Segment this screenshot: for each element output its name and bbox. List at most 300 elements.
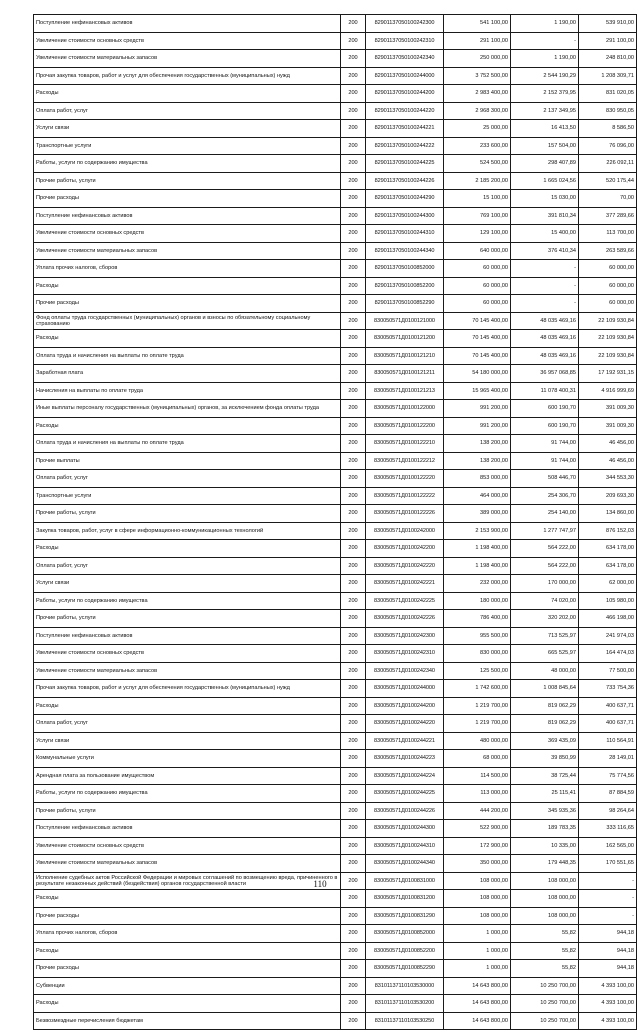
row-approved-cell: 172 900,00 [444,837,511,855]
row-kbk-cell: 830050571Д0100244300 [366,820,444,838]
row-code-cell: 200 [341,120,366,138]
row-kbk-cell: 830050571Д0100244221 [366,732,444,750]
row-executed-cell: 298 407,89 [511,155,579,173]
row-code-cell: 200 [341,942,366,960]
row-code-cell: 200 [341,1012,366,1030]
row-name-cell: Уплата прочих налогов, сборов [34,925,341,943]
row-executed-cell: 55,82 [511,942,579,960]
row-kbk-cell: 83101137110103530200 [366,995,444,1013]
row-name-cell: Прочая закупка товаров, работ и услуг для обеспечения государственных (муниципальных) нужд [34,67,341,85]
row-executed-cell: - [511,277,579,295]
row-approved-cell: 15 965 400,00 [444,382,511,400]
row-name-cell: Оплата труда и начисления на выплаты по оплате труда [34,347,341,365]
table-row [34,680,637,698]
row-name-cell: Расходы [34,995,341,1013]
row-remainder-cell: 391 009,30 [579,400,637,418]
row-kbk-cell: 830050571Д0100242221 [366,575,444,593]
row-name-cell: Прочие расходы [34,295,341,313]
row-remainder-cell: 400 637,71 [579,715,637,733]
row-code-cell: 200 [341,190,366,208]
table-row [34,925,637,943]
row-approved-cell: 14 643 800,00 [444,995,511,1013]
row-remainder-cell: 170 551,65 [579,855,637,873]
row-name-cell: Транспортные услуги [34,137,341,155]
row-approved-cell: 14 643 800,00 [444,977,511,995]
row-remainder-cell: 377 289,66 [579,207,637,225]
row-name-cell: Оплата труда и начисления на выплаты по оплате труда [34,435,341,453]
row-kbk-cell: 82901137050100244225 [366,155,444,173]
row-executed-cell: 48 035 469,16 [511,312,579,330]
row-remainder-cell: 75 774,56 [579,767,637,785]
table-row [34,400,637,418]
table-row [34,627,637,645]
row-approved-cell: 70 145 400,00 [444,347,511,365]
table-row [34,172,637,190]
row-approved-cell: 15 100,00 [444,190,511,208]
table-row [34,942,637,960]
row-remainder-cell: 944,18 [579,942,637,960]
row-executed-cell: 10 250 700,00 [511,977,579,995]
row-remainder-cell: 28 149,01 [579,750,637,768]
row-executed-cell: 108 000,00 [511,890,579,908]
row-approved-cell: 1 219 700,00 [444,697,511,715]
row-executed-cell: 10 250 700,00 [511,1012,579,1030]
row-name-cell: Расходы [34,540,341,558]
row-remainder-cell: 634 178,00 [579,557,637,575]
row-kbk-cell: 830050571Д0100244220 [366,715,444,733]
row-kbk-cell: 830050571Д0100244223 [366,750,444,768]
row-remainder-cell: - [579,907,637,925]
row-name-cell: Увеличение стоимости основных средств [34,225,341,243]
row-executed-cell: 564 222,00 [511,557,579,575]
row-approved-cell: 830 000,00 [444,645,511,663]
row-name-cell: Расходы [34,277,341,295]
table-row [34,855,637,873]
row-executed-cell: 369 435,09 [511,732,579,750]
row-executed-cell: 665 525,97 [511,645,579,663]
row-kbk-cell: 82901137050100244000 [366,67,444,85]
row-kbk-cell: 830050571Д0100244226 [366,802,444,820]
table-row [34,592,637,610]
row-executed-cell: 600 190,70 [511,417,579,435]
row-approved-cell: 180 000,00 [444,592,511,610]
row-remainder-cell: 22 109 930,84 [579,347,637,365]
row-name-cell: Прочие расходы [34,960,341,978]
row-executed-cell: 15 030,00 [511,190,579,208]
table-row [34,505,637,523]
row-kbk-cell: 82901137050100244290 [366,190,444,208]
table-row [34,662,637,680]
row-remainder-cell: 60 000,00 [579,277,637,295]
row-name-cell: Услуги связи [34,120,341,138]
table-row [34,995,637,1013]
row-code-cell: 200 [341,225,366,243]
row-remainder-cell: 830 950,05 [579,102,637,120]
row-kbk-cell: 82901137050100852200 [366,277,444,295]
row-kbk-cell: 830050571Д0100121200 [366,330,444,348]
row-approved-cell: 54 180 000,00 [444,365,511,383]
row-name-cell: Увеличение стоимости основных средств [34,32,341,50]
row-name-cell: Расходы [34,890,341,908]
row-name-cell: Транспортные услуги [34,487,341,505]
row-remainder-cell: 4 393 100,00 [579,995,637,1013]
row-approved-cell: 68 000,00 [444,750,511,768]
row-kbk-cell: 830050571Д0100122212 [366,452,444,470]
row-remainder-cell: 4 393 100,00 [579,1012,637,1030]
row-code-cell: 200 [341,907,366,925]
row-executed-cell: 819 062,29 [511,715,579,733]
row-code-cell: 200 [341,32,366,50]
row-name-cell: Работы, услуги по содержанию имущества [34,155,341,173]
row-name-cell: Расходы [34,942,341,960]
row-name-cell: Расходы [34,697,341,715]
row-executed-cell: 38 725,44 [511,767,579,785]
row-code-cell: 200 [341,102,366,120]
table-row [34,242,637,260]
row-name-cell: Коммунальные услуги [34,750,341,768]
row-code-cell: 200 [341,400,366,418]
row-approved-cell: 480 000,00 [444,732,511,750]
table-row [34,155,637,173]
row-executed-cell: 74 020,00 [511,592,579,610]
table-row [34,802,637,820]
row-code-cell: 200 [341,960,366,978]
table-row [34,820,637,838]
row-remainder-cell: 391 009,30 [579,417,637,435]
row-remainder-cell: 76 096,00 [579,137,637,155]
row-code-cell: 200 [341,435,366,453]
row-code-cell: 200 [341,802,366,820]
row-executed-cell: 91 744,00 [511,452,579,470]
row-code-cell: 200 [341,312,366,330]
row-kbk-cell: 82901137050100244310 [366,225,444,243]
row-name-cell: Поступление нефинансовых активов [34,207,341,225]
row-executed-cell: 91 744,00 [511,435,579,453]
row-code-cell: 200 [341,295,366,313]
row-executed-cell: 179 448,35 [511,855,579,873]
row-approved-cell: 350 000,00 [444,855,511,873]
row-remainder-cell: 105 980,00 [579,592,637,610]
row-code-cell: 200 [341,925,366,943]
row-name-cell: Фонд оплаты труда государственных (муниципальных) органов и взносы по обязательному социальному страхованию [34,312,341,330]
row-approved-cell: 991 200,00 [444,417,511,435]
row-code-cell: 200 [341,347,366,365]
row-executed-cell: 36 957 068,85 [511,365,579,383]
row-remainder-cell: 60 000,00 [579,260,637,278]
row-name-cell: Оплата работ, услуг [34,557,341,575]
row-approved-cell: 1 198 400,00 [444,557,511,575]
row-code-cell: 200 [341,172,366,190]
row-code-cell: 200 [341,785,366,803]
table-row [34,102,637,120]
table-row [34,190,637,208]
row-approved-cell: 640 000,00 [444,242,511,260]
row-remainder-cell: 333 116,65 [579,820,637,838]
row-code-cell: 200 [341,330,366,348]
table-row [34,557,637,575]
row-code-cell: 200 [341,697,366,715]
row-kbk-cell: 830050571Д0100122210 [366,435,444,453]
row-remainder-cell: - [579,890,637,908]
row-approved-cell: 1 000,00 [444,960,511,978]
row-code-cell: 200 [341,67,366,85]
row-code-cell: 200 [341,855,366,873]
row-kbk-cell: 82901137050100244222 [366,137,444,155]
row-remainder-cell: 46 456,00 [579,435,637,453]
table-body [34,15,637,1030]
row-kbk-cell: 82901137050100244300 [366,207,444,225]
row-executed-cell: 508 446,70 [511,470,579,488]
row-name-cell: Увеличение стоимости материальных запасов [34,855,341,873]
row-name-cell: Увеличение стоимости материальных запасов [34,242,341,260]
row-code-cell: 200 [341,610,366,628]
table-row [34,225,637,243]
row-code-cell: 200 [341,50,366,68]
row-approved-cell: 955 500,00 [444,627,511,645]
row-approved-cell: 853 000,00 [444,470,511,488]
row-name-cell: Прочие работы, услуги [34,610,341,628]
row-name-cell: Прочие расходы [34,190,341,208]
row-kbk-cell: 82901137050100242300 [366,15,444,33]
row-name-cell: Уплата прочих налогов, сборов [34,260,341,278]
row-approved-cell: 60 000,00 [444,260,511,278]
row-kbk-cell: 82901137050100852000 [366,260,444,278]
row-code-cell: 200 [341,645,366,663]
row-approved-cell: 541 100,00 [444,15,511,33]
row-name-cell: Прочие выплаты [34,452,341,470]
table-row [34,312,637,330]
row-remainder-cell: 241 974,03 [579,627,637,645]
table-row [34,785,637,803]
row-name-cell: Поступление нефинансовых активов [34,15,341,33]
row-executed-cell: 1 190,00 [511,15,579,33]
row-approved-cell: 2 983 400,00 [444,85,511,103]
row-code-cell: 200 [341,995,366,1013]
table-row [34,977,637,995]
row-executed-cell: 48 035 469,16 [511,330,579,348]
row-approved-cell: 991 200,00 [444,400,511,418]
row-executed-cell: 564 222,00 [511,540,579,558]
table-row [34,715,637,733]
row-approved-cell: 1 000,00 [444,942,511,960]
table-row [34,837,637,855]
row-executed-cell: 108 000,00 [511,872,579,890]
row-executed-cell: 25 115,41 [511,785,579,803]
row-kbk-cell: 830050571Д0100122222 [366,487,444,505]
table-row [34,137,637,155]
row-executed-cell: 48 000,00 [511,662,579,680]
row-name-cell: Исполнение судебных актов Российской Федерации и мировых соглашений по возмещению вреда, причиненного в результате незаконных действий (бездействия) органов государственной власти [34,872,341,890]
row-code-cell: 200 [341,540,366,558]
table-row [34,470,637,488]
row-approved-cell: 389 000,00 [444,505,511,523]
row-code-cell: 200 [341,470,366,488]
row-remainder-cell: 22 109 930,84 [579,312,637,330]
table-row [34,15,637,33]
row-remainder-cell: 539 910,00 [579,15,637,33]
row-approved-cell: 129 100,00 [444,225,511,243]
row-name-cell: Прочие работы, услуги [34,802,341,820]
row-name-cell: Иные выплаты персоналу государственных (муниципальных) органов, за исключением фонда оплаты труда [34,400,341,418]
table-row [34,890,637,908]
row-name-cell: Прочая закупка товаров, работ и услуг для обеспечения государственных (муниципальных) нужд [34,680,341,698]
row-kbk-cell: 830050571Д0100244310 [366,837,444,855]
row-name-cell: Услуги связи [34,732,341,750]
row-kbk-cell: 830050571Д0100244225 [366,785,444,803]
row-kbk-cell: 82901137050100852290 [366,295,444,313]
row-kbk-cell: 830050571Д0100242220 [366,557,444,575]
table-row [34,732,637,750]
row-code-cell: 200 [341,890,366,908]
row-name-cell: Прочие расходы [34,907,341,925]
row-remainder-cell: 263 589,66 [579,242,637,260]
table-row [34,697,637,715]
row-name-cell: Увеличение стоимости материальных запасов [34,50,341,68]
table-row [34,365,637,383]
row-kbk-cell: 82901137050100244226 [366,172,444,190]
row-kbk-cell: 830050571Д0100121211 [366,365,444,383]
row-executed-cell: 10 335,00 [511,837,579,855]
row-remainder-cell: 520 175,44 [579,172,637,190]
row-code-cell: 200 [341,277,366,295]
row-approved-cell: 1 198 400,00 [444,540,511,558]
row-approved-cell: 108 000,00 [444,872,511,890]
table-row [34,295,637,313]
row-remainder-cell: 466 198,00 [579,610,637,628]
row-executed-cell: 2 152 379,95 [511,85,579,103]
row-name-cell: Расходы [34,85,341,103]
row-executed-cell: 189 783,35 [511,820,579,838]
row-executed-cell: 11 078 400,31 [511,382,579,400]
row-remainder-cell: 634 178,00 [579,540,637,558]
row-remainder-cell: 1 208 309,71 [579,67,637,85]
row-remainder-cell: 87 884,59 [579,785,637,803]
row-kbk-cell: 82901137050100242310 [366,32,444,50]
table-row [34,610,637,628]
row-remainder-cell: 944,18 [579,925,637,943]
row-kbk-cell: 830050571Д0100242000 [366,522,444,540]
row-kbk-cell: 82901137050100244340 [366,242,444,260]
row-name-cell: Заработная плата [34,365,341,383]
row-executed-cell: 713 525,97 [511,627,579,645]
row-name-cell: Поступление нефинансовых активов [34,820,341,838]
row-code-cell: 200 [341,732,366,750]
row-remainder-cell: 344 553,30 [579,470,637,488]
row-approved-cell: 138 200,00 [444,452,511,470]
row-executed-cell: 55,82 [511,925,579,943]
row-approved-cell: 522 900,00 [444,820,511,838]
row-code-cell: 200 [341,382,366,400]
row-approved-cell: 769 100,00 [444,207,511,225]
row-kbk-cell: 830050571Д0100242300 [366,627,444,645]
row-code-cell: 200 [341,662,366,680]
row-executed-cell: 254 306,70 [511,487,579,505]
row-remainder-cell: 226 092,11 [579,155,637,173]
row-approved-cell: 444 200,00 [444,802,511,820]
row-remainder-cell: 134 860,00 [579,505,637,523]
row-kbk-cell: 82901137050100242340 [366,50,444,68]
row-approved-cell: 524 500,00 [444,155,511,173]
row-code-cell: 200 [341,680,366,698]
table-row [34,207,637,225]
row-name-cell: Закупка товаров, работ, услуг в сфере информационно-коммуникационных технологий [34,522,341,540]
row-kbk-cell: 830050571Д0100121000 [366,312,444,330]
row-approved-cell: 60 000,00 [444,295,511,313]
row-code-cell: 200 [341,260,366,278]
table-row [34,522,637,540]
row-code-cell: 200 [341,977,366,995]
row-kbk-cell: 830050571Д0100852000 [366,925,444,943]
row-approved-cell: 2 968 300,00 [444,102,511,120]
row-remainder-cell: 4 916 999,69 [579,382,637,400]
row-name-cell: Оплата работ, услуг [34,470,341,488]
row-approved-cell: 1 742 600,00 [444,680,511,698]
row-executed-cell: 819 062,29 [511,697,579,715]
row-executed-cell: 345 935,36 [511,802,579,820]
row-code-cell: 200 [341,575,366,593]
row-code-cell: 200 [341,365,366,383]
row-remainder-cell: 8 586,50 [579,120,637,138]
row-code-cell: 200 [341,627,366,645]
row-kbk-cell: 830050571Д0100852200 [366,942,444,960]
row-approved-cell: 2 185 200,00 [444,172,511,190]
table-row [34,382,637,400]
row-code-cell: 200 [341,417,366,435]
row-kbk-cell: 830050571Д0100122226 [366,505,444,523]
row-executed-cell: 600 190,70 [511,400,579,418]
row-remainder-cell: 400 637,71 [579,697,637,715]
budget-execution-table [33,14,637,1030]
row-executed-cell: 376 410,34 [511,242,579,260]
row-kbk-cell: 82901137050100244221 [366,120,444,138]
row-remainder-cell: 4 393 100,00 [579,977,637,995]
row-approved-cell: 14 643 800,00 [444,1012,511,1030]
row-kbk-cell: 82901137050100244220 [366,102,444,120]
row-executed-cell: 39 850,99 [511,750,579,768]
row-executed-cell: 15 400,00 [511,225,579,243]
table-row [34,67,637,85]
table-row [34,487,637,505]
row-remainder-cell: 110 564,91 [579,732,637,750]
row-executed-cell: 10 250 700,00 [511,995,579,1013]
row-name-cell: Поступление нефинансовых активов [34,627,341,645]
row-approved-cell: 113 000,00 [444,785,511,803]
row-kbk-cell: 830050571Д0100121210 [366,347,444,365]
row-code-cell: 200 [341,137,366,155]
row-approved-cell: 114 500,00 [444,767,511,785]
row-code-cell: 200 [341,155,366,173]
row-code-cell: 200 [341,767,366,785]
table-row [34,1012,637,1030]
row-executed-cell: 16 413,50 [511,120,579,138]
row-executed-cell: - [511,260,579,278]
table-row [34,277,637,295]
row-executed-cell: 254 140,00 [511,505,579,523]
row-code-cell: 200 [341,242,366,260]
row-name-cell: Арендная плата за пользование имуществом [34,767,341,785]
row-code-cell: 200 [341,715,366,733]
row-executed-cell: 170 000,00 [511,575,579,593]
row-kbk-cell: 83101137110103530250 [366,1012,444,1030]
table-row [34,575,637,593]
row-code-cell: 200 [341,85,366,103]
row-remainder-cell: 22 109 930,84 [579,330,637,348]
row-remainder-cell: 944,18 [579,960,637,978]
row-remainder-cell: 46 456,00 [579,452,637,470]
row-approved-cell: 25 000,00 [444,120,511,138]
row-name-cell: Увеличение стоимости основных средств [34,645,341,663]
table-row [34,540,637,558]
